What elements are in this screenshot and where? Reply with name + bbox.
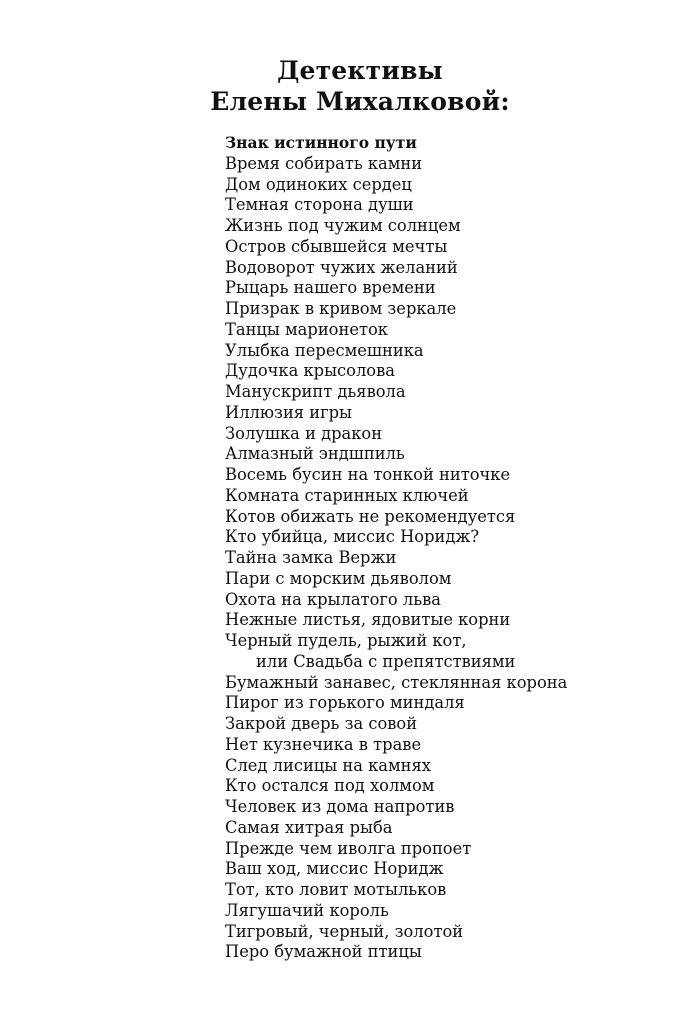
book-title-current: Знак истинного пути xyxy=(225,133,417,152)
book-title: Прежде чем иволга пропоет xyxy=(225,838,472,858)
book-title: Черный пудель, рыжий кот, xyxy=(225,631,467,650)
book-title: Восемь бусин на тонкой ниточке xyxy=(225,465,511,484)
book-title: Кто остался под холмом xyxy=(225,776,435,796)
book-title: Темная сторона души xyxy=(225,195,414,215)
book-title: Бумажный занавес, стеклянная корона xyxy=(225,672,568,692)
book-title: Время собирать камни xyxy=(225,153,423,173)
book-title: Тигровый, черный, золотой xyxy=(225,921,464,941)
book-title: Водоворот чужих желаний xyxy=(225,257,458,277)
book-title: Пирог из горького миндаля xyxy=(225,693,465,713)
book-title: Тот, кто ловит мотыльков xyxy=(225,880,447,899)
book-title: Кто убийца, миссис Норидж? xyxy=(225,527,480,547)
book-title: Ваш ход, миссис Норидж xyxy=(225,859,444,879)
book-title: Алмазный эндшпиль xyxy=(225,444,405,464)
book-title: След лисицы на камнях xyxy=(225,755,431,775)
book-title: Нет кузнечика в траве xyxy=(225,734,422,754)
book-title: Остров сбывшейся мечты xyxy=(225,236,448,256)
book-subtitle: или Свадьба с препятствиями xyxy=(256,651,516,671)
page-title xyxy=(0,55,691,117)
book-title: Дудочка крысолова xyxy=(225,361,395,381)
book-title: Котов обижать не рекомендуется xyxy=(225,506,516,526)
book-title: Человек из дома напротив xyxy=(225,797,455,816)
book-title: Комната старинных ключей xyxy=(225,485,469,505)
book-title: Улыбка пересмешника xyxy=(225,340,424,360)
book-title: Лягушачий король xyxy=(225,900,389,920)
book-title: Охота на крылатого льва xyxy=(225,589,441,609)
book-title: Тайна замка Вержи xyxy=(225,548,397,567)
book-title: Иллюзия игры xyxy=(225,402,352,422)
book-title: Манускрипт дьявола xyxy=(225,382,406,401)
book-title: Жизнь под чужим солнцем xyxy=(225,216,461,235)
book-title: Нежные листья, ядовитые корни xyxy=(225,610,511,630)
book-title: Рыцарь нашего времени xyxy=(225,278,436,298)
book-title: Закрой дверь за совой xyxy=(225,714,418,733)
book-title-continuation xyxy=(225,652,567,673)
book-title: Призрак в кривом зеркале xyxy=(225,299,457,318)
book-title: Самая хитрая рыба xyxy=(225,817,393,837)
title-line-2: Елены Михалковой: xyxy=(210,87,510,116)
title-line-1: Детективы xyxy=(277,56,443,85)
book-list xyxy=(225,133,567,963)
book-title: Золушка и дракон xyxy=(225,423,383,443)
book-title: Танцы марионеток xyxy=(225,319,388,339)
book-title: Дом одиноких сердец xyxy=(225,174,412,194)
book-title: Пари с морским дьяволом xyxy=(225,568,452,588)
book-title: Перо бумажной птицы xyxy=(225,942,422,962)
